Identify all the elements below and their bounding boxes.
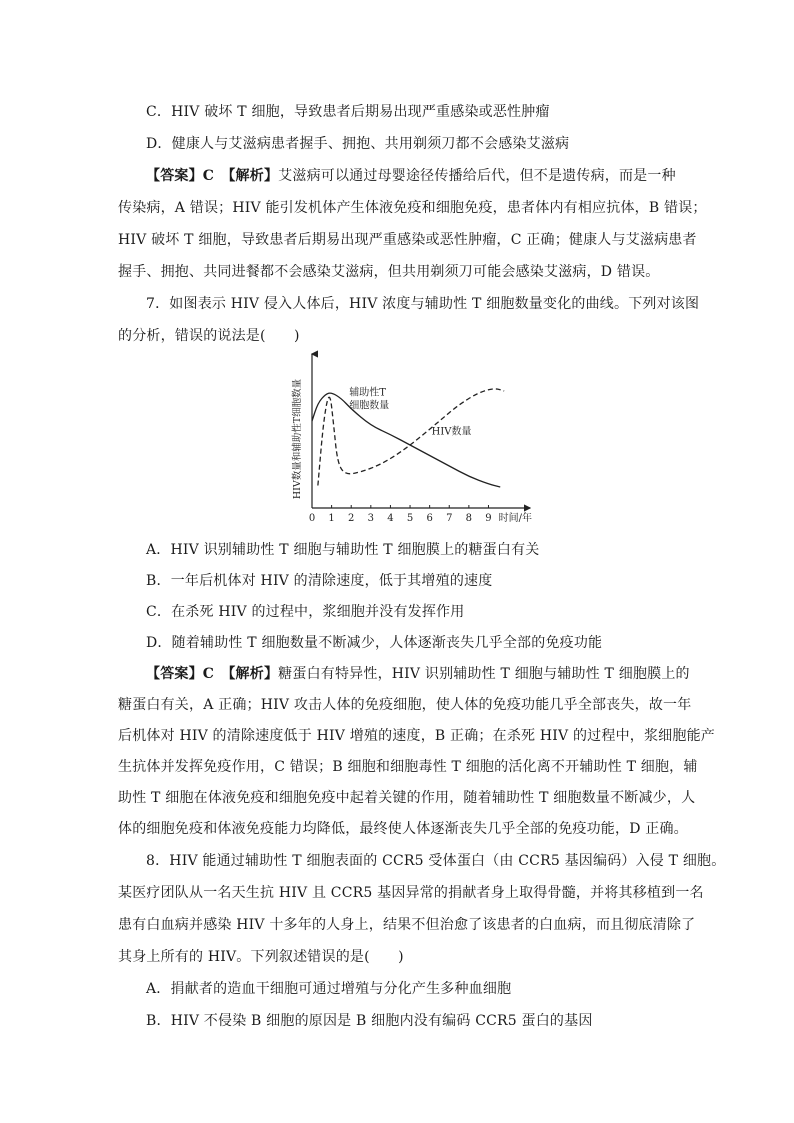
chart-labels-group	[291, 378, 532, 524]
hiv-tcell-chart	[290, 350, 540, 530]
q7-analysis-line-1	[146, 664, 711, 684]
tcell-curve	[312, 393, 500, 487]
q6-analysis-line-4: 握手、拥抱、共同进餐都不会感染艾滋病，但共用剃须刀可能会感染艾滋病，D 错误。	[118, 264, 660, 280]
q7-analysis-line-3: 后机体对 HIV 的清除速度低于 HIV 增殖的速度，B 正确；在杀死 HIV 的过程中，浆细胞能产	[118, 728, 715, 744]
x-tick-label: 4	[387, 513, 394, 524]
q7-analysis-line-2: 糖蛋白有关，A 正确；HIV 攻击人体的免疫细胞，使人体的免疫功能几乎全部丧失，故一年	[118, 697, 692, 713]
q7-analysis-line-6: 体的细胞免疫和体液免疫能力均降低，最终使人体逐渐丧失几乎全部的免疫功能，D 正确。	[118, 821, 688, 837]
q7-analysis-tag: 【解析】	[228, 666, 279, 682]
q6-analysis-line-2: 传染病，A 错误；HIV 能引发机体产生体液免疫和细胞免疫，患者体内有相应抗体，B 错误；	[118, 200, 707, 216]
q6-analysis-line-3: HIV 破坏 T 细胞，导致患者后期易出现严重感染或恶性肿瘤，C 正确；健康人与艾滋病患者	[118, 232, 697, 248]
q7-option-d: D．随着辅助性 T 细胞数量不断减少，人体逐渐丧失几乎全部的免疫功能	[146, 635, 603, 651]
q7-stem-line-1: 7．如图表示 HIV 侵入人体后，HIV 浓度与辅助性 T 细胞数量变化的曲线。下列对该图	[146, 296, 700, 312]
chart-axes	[312, 354, 530, 508]
x-tick-label: 9	[485, 513, 492, 524]
q7-analysis-line-4: 生抗体并发挥免疫作用，C 错误；B 细胞和细胞毒性 T 细胞的活化离不开辅助性 T 细胞，辅	[118, 759, 698, 775]
y-axis-label: HIV数量和辅助性T细胞数量	[292, 378, 303, 500]
q7-stem-line-2: 的分析，错误的说法是( )	[118, 328, 300, 344]
x-tick-label: 0	[308, 513, 316, 524]
chart-svg	[290, 350, 540, 530]
x-tick-label: 2	[348, 513, 355, 524]
q6-analysis-text-1: 艾滋病可以通过母婴途径传播给后代，但不是遗传病，而是一种	[278, 168, 676, 184]
q7-analysis-line-5: 助性 T 细胞在体液免疫和细胞免疫中起着关键的作用，随着辅助性 T 细胞数量不断减少，人	[118, 790, 696, 806]
q7-analysis-text-1: 糖蛋白有特异性，HIV 识别辅助性 T 细胞与辅助性 T 细胞膜上的	[278, 666, 690, 682]
x-tick-label: 5	[406, 513, 414, 524]
hiv-series-label: HIV数量	[431, 426, 472, 438]
q8-stem-line-4: 其身上所有的 HIV。下列叙述错误的是( )	[118, 949, 404, 965]
q6-option-d: D．健康人与艾滋病患者握手、拥抱、共用剃须刀都不会感染艾滋病	[146, 136, 570, 152]
q7-option-c: C．在杀死 HIV 的过程中，浆细胞并没有发挥作用	[146, 604, 465, 620]
q8-stem-line-3: 患有白血病并感染 HIV 十多年的人身上，结果不但治愈了该患者的白血病，而且彻底清除了	[118, 917, 696, 933]
q8-option-a: A．捐献者的造血干细胞可通过增殖与分化产生多种血细胞	[146, 981, 512, 997]
x-tick-label: 8	[465, 513, 473, 524]
x-tick-label: 7	[446, 513, 453, 524]
q7-option-b: B．一年后机体对 HIV 的清除速度，低于其增殖的速度	[146, 573, 493, 589]
tcell-series-label-line-1: 辅助性T	[349, 387, 386, 399]
q6-analysis-tag: 【解析】	[228, 168, 279, 184]
q7-answer-tag: 【答案】C	[146, 666, 215, 682]
q8-option-b: B．HIV 不侵染 B 细胞的原因是 B 细胞内没有编码 CCR5 蛋白的基因	[146, 1013, 593, 1029]
tcell-series-label-line-2: 细胞数量	[349, 400, 390, 412]
q8-stem-line-1: 8．HIV 能通过辅助性 T 细胞表面的 CCR5 受体蛋白（由 CCR5 基因编码）入侵 T 细胞。	[146, 853, 726, 869]
q6-answer-tag: 【答案】C	[146, 168, 215, 184]
q8-stem-line-2: 某医疗团队从一名天生抗 HIV 且 CCR5 基因异常的捐献者身上取得骨髓，并将其移植到一名	[118, 885, 704, 901]
q7-option-a: A．HIV 识别辅助性 T 细胞与辅助性 T 细胞膜上的糖蛋白有关	[146, 542, 540, 558]
x-axis-label: 时间/年	[498, 513, 532, 524]
x-tick-label: 3	[367, 513, 375, 524]
chart-series-group	[312, 389, 504, 487]
x-tick-label: 1	[328, 513, 335, 524]
q6-analysis-line-1	[146, 166, 711, 186]
x-tick-label: 6	[426, 513, 433, 524]
q6-option-c: C．HIV 破坏 T 细胞，导致患者后期易出现严重感染或恶性肿瘤	[146, 104, 550, 120]
